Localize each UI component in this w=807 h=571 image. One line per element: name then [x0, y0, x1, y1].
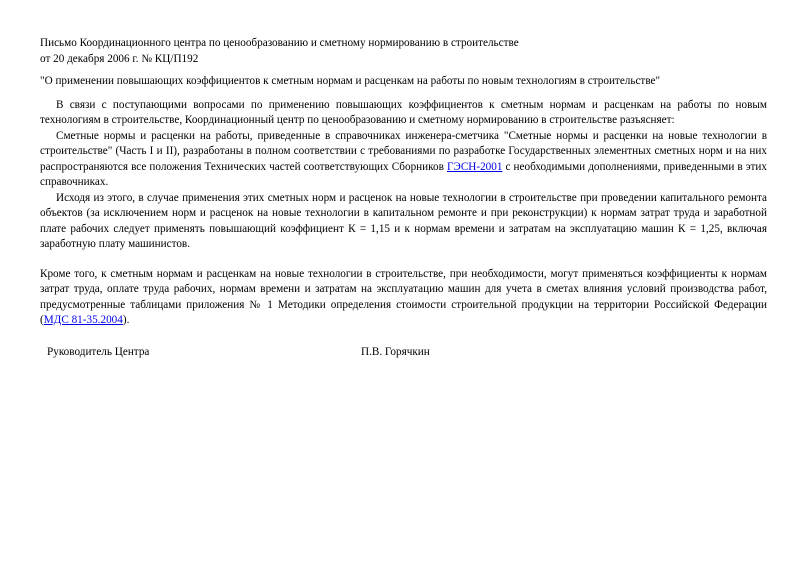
mds-81-35-2004-link[interactable]: МДС 81-35.2004 — [43, 314, 123, 326]
paragraph-norms — [40, 129, 767, 191]
signature-name: П.В. Горячкин — [361, 345, 430, 358]
paragraph-additional-tail: ). — [122, 314, 130, 326]
header-date-number: от 20 декабря 2006 г. № КЦ/П192 — [40, 52, 199, 65]
gesn-2001-link[interactable]: ГЭСН-2001 — [446, 160, 503, 173]
document — [40, 36, 767, 361]
paragraph-norms-text: Сметные нормы и расценки на работы, приведенные в справочниках инженера-сметчика "Сметные нормы и расценки на новые технологии в строительстве" (Часть I и II), разработаны в полном соответствии с требованиями по разработке Государственных элементных сметных норм и на них распространяются все положения Технических частей соответствующих Сборников — [40, 129, 767, 173]
paragraph-additional-text: Кроме того, к сметным нормам и расценкам на новые технологии в строительстве, при необходимости, могут применяться коэффициенты к нормам затрат труда, оплате труда рабочих, нормам времени и затратам на эксплуатацию машин для учета в сметах влияния условий производства работ, предусмотренные таблицами приложения № 1 Методики определения стоимости строительной продукции на территории Российской Федерации ( — [40, 267, 767, 326]
paragraph-norms-tail: с необходимыми дополнениями, приведенными в этих справочниках. — [40, 160, 767, 188]
document-body — [40, 98, 767, 329]
document-header — [40, 36, 767, 67]
paragraph-coefficients: Исходя из этого, в случае применения этих сметных норм и расценок на новые технологии в строительстве при проведении капитального ремонта объектов (за исключением норм и расценок на новые технологии в капитальном ремонте и при реконструкции) к нормам затрат труда и заработной плате рабочих следует применять повышающий коэффициент К = 1,15 и к нормам времени и затратам на эксплуатацию машин К = 1,25, включая заработную плату машинистов. — [40, 191, 767, 250]
paragraph-intro: В связи с поступающими вопросами по применению повышающих коэффициентов к сметным нормам и расценкам на работы по новым технологиям в строительстве, Координационный центр по ценообразованию и сметному нормированию в строительстве разъясняет: — [40, 98, 767, 126]
signature-block — [40, 345, 767, 361]
paragraph-additional — [40, 267, 767, 329]
signature-role: Руководитель Центра — [47, 345, 150, 358]
document-subject: "О применении повышающих коэффициентов к сметным нормам и расценкам на работы по новым технологиям в строительстве" — [40, 75, 661, 87]
header-title: Письмо Координационного центра по ценообразованию и сметному нормированию в строительстве — [40, 37, 519, 49]
